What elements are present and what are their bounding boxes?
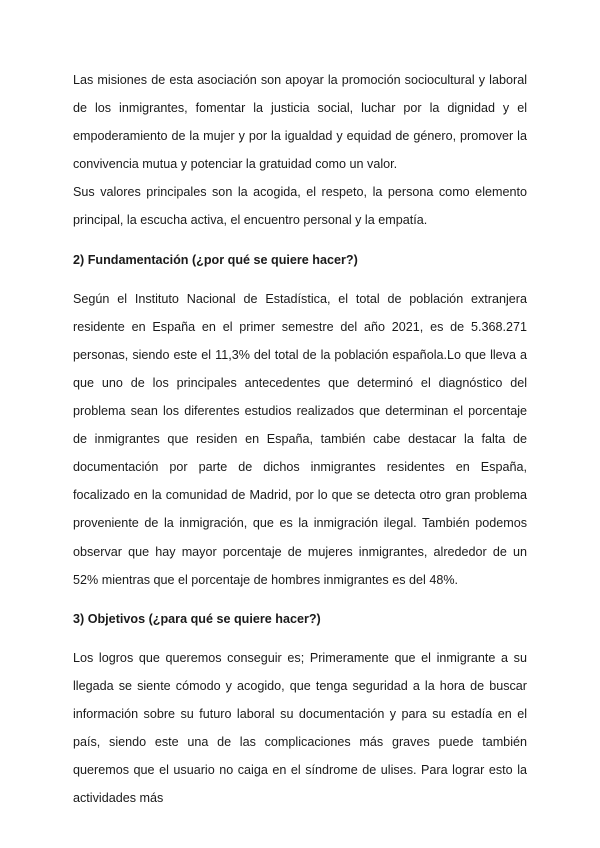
section-heading-objetivos: 3) Objetivos (¿para qué se quiere hacer?) (73, 611, 321, 626)
section-paragraph-objetivos: Los logros que queremos conseguir es; Primeramente que el inmigrante a su llegada se siente cómodo y acogido, que tenga seguridad a la hora de buscar información sobre su futuro laboral su documentación y para su estadía en el país, siendo este una de las complicaciones más graves puede también queremos que el usuario no caiga en el síndrome de ulises. Para lograr esto la actividades más (73, 650, 527, 806)
section-heading-fundamentacion: 2) Fundamentación (¿por qué se quiere hacer?) (73, 252, 358, 267)
intro-paragraph-values: Sus valores principales son la acogida, el respeto, la persona como elemento principal, la escucha activa, el encuentro personal y la empatía. (73, 185, 527, 228)
section-paragraph-fundamentacion: Según el Instituto Nacional de Estadística, el total de población extranjera residente en España en el primer semestre del año 2021, es de 5.368.271 personas, siendo este el 11,3% del total de la población española.Lo que lleva a que uno de los principales antecedentes que determinó el diagnóstico del problema sean los diferentes estudios realizados que determinan el porcentaje de inmigrantes que residen en España, también cabe destacar la falta de documentación por parte de dichos inmigrantes residentes en España, focalizado en la comunidad de Madrid, por lo que se detecta otro gran problema proveniente de la inmigración, que es la inmigración ilegal. También podemos observar que hay mayor porcentaje de mujeres inmigrantes, alrededor de un 52% mientras que el porcentaje de hombres inmigrantes es del 48%. (73, 291, 527, 587)
document-body (73, 66, 527, 812)
intro-paragraph-missions: Las misiones de esta asociación son apoyar la promoción sociocultural y laboral de los inmigrantes, fomentar la justicia social, luchar por la dignidad y el empoderamiento de la mujer y por la igualdad y equidad de género, promover la convivencia mutua y potenciar la gratuidad como un valor. (73, 73, 527, 172)
